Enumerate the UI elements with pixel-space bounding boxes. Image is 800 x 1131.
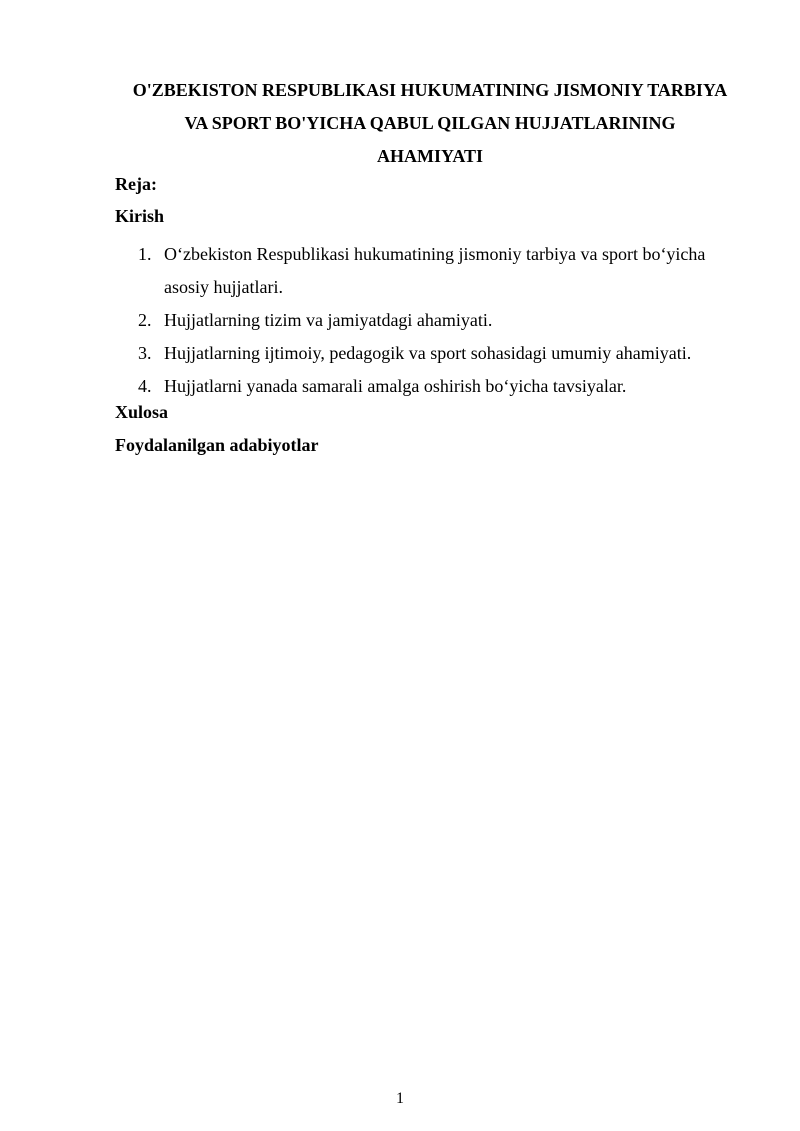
plan-item-text: Hujjatlarning ijtimoiy, pedagogik va sport sohasidagi umumiy ahamiyati. (164, 343, 692, 363)
page-title (110, 74, 750, 173)
plan-item (115, 238, 745, 304)
plan-item (115, 337, 745, 370)
conclusion-heading: Xulosa (115, 402, 169, 422)
plan-item-number: 1. (138, 244, 152, 264)
plan-label: Reja: (115, 174, 157, 194)
plan-list (115, 238, 745, 403)
references-heading: Foydalanilgan adabiyotlar (115, 435, 319, 455)
title-line: AHAMIYATI (376, 146, 483, 166)
plan-item (115, 370, 745, 403)
title-line: O'ZBEKISTON RESPUBLIKASI HUKUMATINING JISMONIY TARBIYA (132, 80, 728, 100)
page-number: 1 (396, 1090, 404, 1107)
plan-item-text: asosiy hujjatlari. (164, 277, 283, 297)
intro-heading: Kirish (115, 206, 165, 226)
title-line: VA SPORT BO'YICHA QABUL QILGAN HUJJATLARINING (184, 113, 676, 133)
plan-item-number: 2. (138, 310, 152, 330)
plan-item-number: 4. (138, 376, 152, 396)
plan-item-text: Hujjatlarning tizim va jamiyatdagi ahamiyati. (164, 310, 493, 330)
plan-item-text: Hujjatlarni yanada samarali amalga oshirish bo‘yicha tavsiyalar. (164, 376, 627, 396)
plan-item-text: O‘zbekiston Respublikasi hukumatining jismoniy tarbiya va sport bo‘yicha (164, 244, 706, 264)
plan-item (115, 304, 745, 337)
plan-item-number: 3. (138, 343, 152, 363)
